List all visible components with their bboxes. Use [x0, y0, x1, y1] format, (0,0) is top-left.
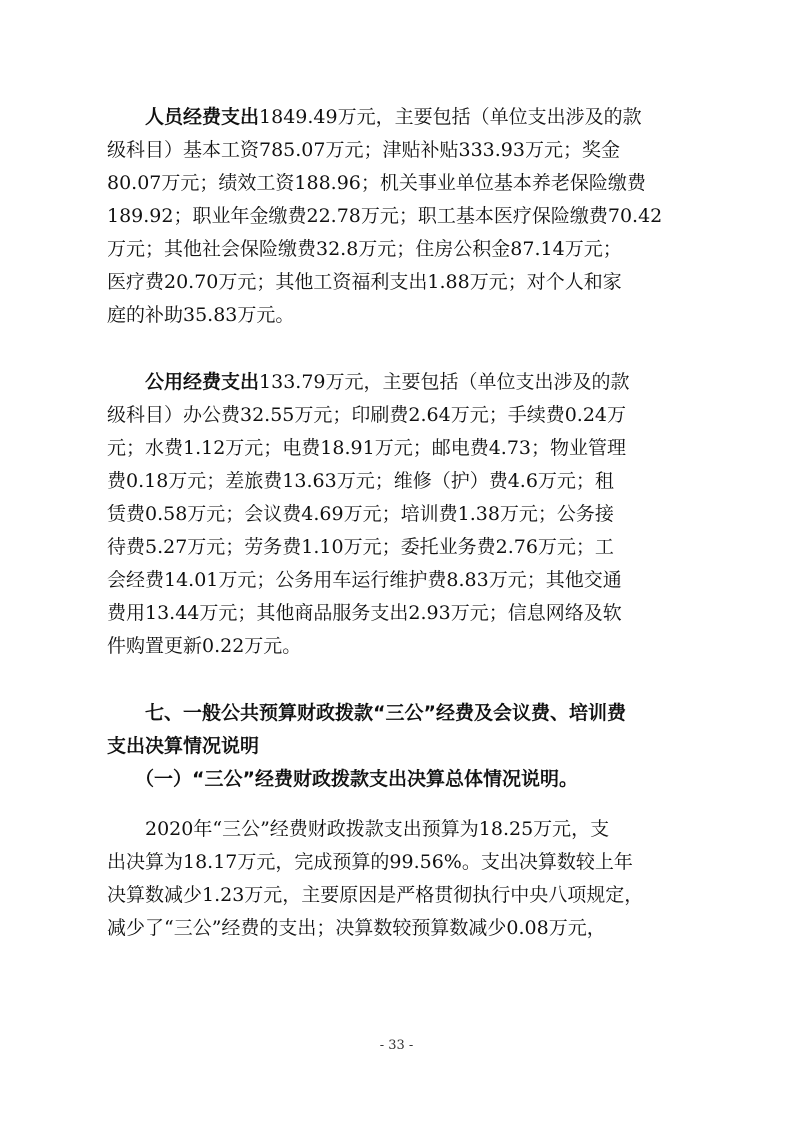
paragraph-line — [107, 366, 687, 399]
paragraph-line: 减少了“三公”经费的支出；决算数较预算数减少0.08万元， — [107, 917, 606, 939]
paragraph-text: 1849.49万元，主要包括（单位支出涉及的款 — [259, 106, 642, 128]
paragraph-line: 会经费14.01万元；公务用车运行维护费8.83万元；其他交通 — [107, 569, 622, 591]
subheading-text: （一）“三公”经费财政拨款支出决算总体情况说明。 — [135, 768, 578, 790]
paragraph-line: 2020年“三公”经费财政拨款支出预算为18.25万元，支 — [145, 818, 610, 840]
paragraph-three-public-funds — [107, 813, 687, 945]
paragraph-line: 庭的补助35.83万元。 — [107, 304, 295, 326]
section-heading — [107, 697, 687, 763]
paragraph-line: 费用13.44万元；其他商品服务支出2.93万元；信息网络及软 — [107, 602, 622, 624]
paragraph-line: 级科目）基本工资785.07万元；津贴补贴333.93万元；奖金 — [107, 139, 620, 161]
paragraph-line: 级科目）办公费32.55万元；印刷费2.64万元；手续费0.24万 — [107, 404, 627, 426]
paragraph-line: 赁费0.58万元；会议费4.69万元；培训费1.38万元；公务接 — [107, 503, 614, 525]
paragraph-text: 133.79万元，主要包括（单位支出涉及的款 — [259, 371, 630, 393]
paragraph-public-expenditure — [107, 366, 687, 663]
section-heading-line: 七、一般公共预算财政拨款“三公”经费及会议费、培训费 — [145, 702, 626, 724]
paragraph-line: 189.92；职业年金缴费22.78万元；职工基本医疗保险缴费70.42 — [107, 205, 663, 227]
paragraph-line: 医疗费20.70万元；其他工资福利支出1.88万元；对个人和家 — [107, 271, 622, 293]
page-number: - 33 - — [379, 1038, 414, 1053]
paragraph-line: 件购置更新0.22万元。 — [107, 635, 302, 657]
paragraph-line: 80.07万元；绩效工资188.96；机关事业单位基本养老保险缴费 — [107, 172, 646, 194]
subheading — [107, 763, 687, 796]
paragraph-lead: 人员经费支出 — [145, 106, 260, 128]
paragraph-line: 决算数减少1.23万元，主要原因是严格贯彻执行中央八项规定， — [107, 884, 644, 906]
paragraph-line: 出决算为18.17万元，完成预算的99.56%。支出决算数较上年 — [107, 851, 633, 873]
paragraph-lead: 公用经费支出 — [145, 371, 260, 393]
paragraph-line: 元；水费1.12万元；电费18.91万元；邮电费4.73；物业管理 — [107, 437, 627, 459]
paragraph-line: 费0.18万元；差旅费13.63万元；维修（护）费4.6万元；租 — [107, 470, 614, 492]
paragraph-personnel-expenditure — [107, 101, 687, 332]
paragraph-line: 万元；其他社会保险缴费32.8万元；住房公积金87.14万元； — [107, 238, 622, 260]
section-heading-line: 支出决算情况说明 — [107, 735, 260, 757]
paragraph-line: 待费5.27万元；劳务费1.10万元；委托业务费2.76万元；工 — [107, 536, 614, 558]
paragraph-line — [107, 101, 687, 134]
